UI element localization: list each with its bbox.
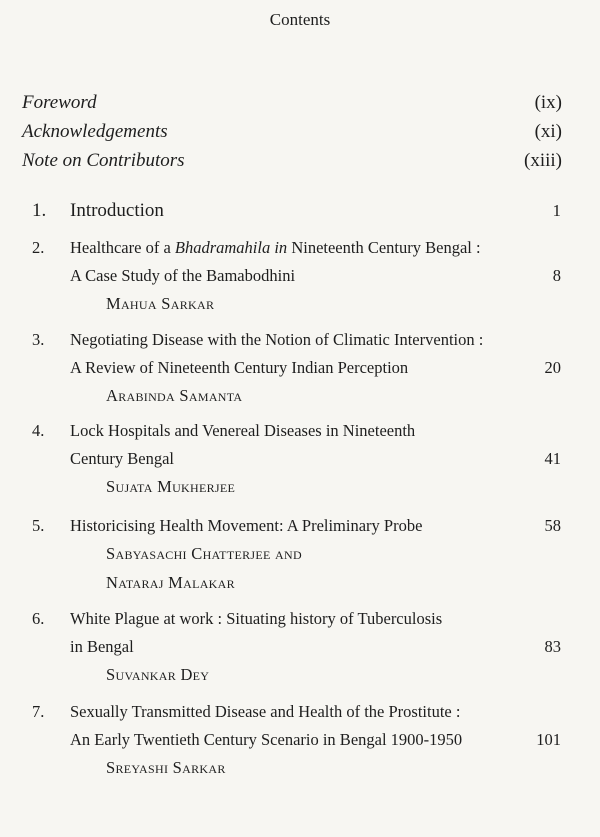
chapter-page: 83	[544, 637, 561, 656]
toc-entry-acknowledgements[interactable]	[22, 121, 562, 143]
chapter-page: 8	[552, 266, 561, 285]
toc-entry-note-on-contributors[interactable]	[22, 150, 562, 172]
chapter-page: 1	[552, 201, 561, 220]
chapter-title-line-1: Lock Hospitals and Venereal Diseases in Nineteenth	[70, 421, 416, 440]
chapter-title-line-2: A Review of Nineteenth Century Indian Perception	[70, 358, 409, 377]
toc-entry-foreword[interactable]	[22, 92, 562, 114]
chapter-author: Arabinda Samanta	[106, 386, 243, 405]
chapter-number: 5.	[32, 516, 45, 535]
chapter-title-line-2: A Case Study of the Bamabodhini	[70, 266, 296, 285]
page-title: Contents	[269, 10, 331, 29]
entry-page: (ix)	[534, 92, 562, 113]
chapter-title-line-1: White Plague at work : Situating history of Tuberculosis	[70, 609, 443, 628]
entry-title: Acknowledgements	[22, 121, 168, 142]
chapter-number: 2.	[32, 238, 45, 257]
chapter-title-line-2: An Early Twentieth Century Scenario in Bengal 1900-1950	[70, 730, 463, 749]
chapter-page: 58	[544, 516, 561, 535]
chapter-page: 41	[544, 449, 561, 468]
chapter-author: Sreyashi Sarkar	[106, 758, 226, 777]
chapter-number: 1.	[32, 200, 47, 221]
chapter-author: Mahua Sarkar	[106, 294, 215, 313]
chapter-author: Suvankar Dey	[106, 665, 210, 684]
entry-page: (xi)	[534, 121, 562, 142]
chapter-title-line-2: Century Bengal	[70, 449, 175, 468]
chapter-page: 101	[536, 730, 561, 749]
chapter-author: Sujata Mukherjee	[106, 477, 236, 496]
chapter-title-line-2: in Bengal	[70, 637, 134, 656]
entry-page: (xiii)	[524, 150, 562, 171]
chapter-number: 7.	[32, 702, 45, 721]
chapter-title-line-1: Historicising Health Movement: A Preliminary Probe	[70, 516, 423, 535]
chapter-title-line-1: Sexually Transmitted Disease and Health of the Prostitute :	[70, 702, 461, 721]
chapter-page: 20	[544, 358, 561, 377]
entry-title: Note on Contributors	[22, 150, 185, 171]
chapter-number: 6.	[32, 609, 45, 628]
chapter-number: 4.	[32, 421, 45, 440]
chapter-author-line-1: Sabyasachi Chatterjee and	[106, 544, 302, 563]
chapter-title-line-1: Negotiating Disease with the Notion of Climatic Intervention :	[70, 330, 484, 349]
chapter-title-line-1: Healthcare of a Bhadramahila in Nineteenth Century Bengal :	[70, 238, 481, 257]
entry-title: Foreword	[22, 92, 97, 113]
chapter-title: Introduction	[70, 200, 164, 221]
chapter-number: 3.	[32, 330, 45, 349]
chapter-author-line-2: Nataraj Malakar	[106, 573, 235, 592]
